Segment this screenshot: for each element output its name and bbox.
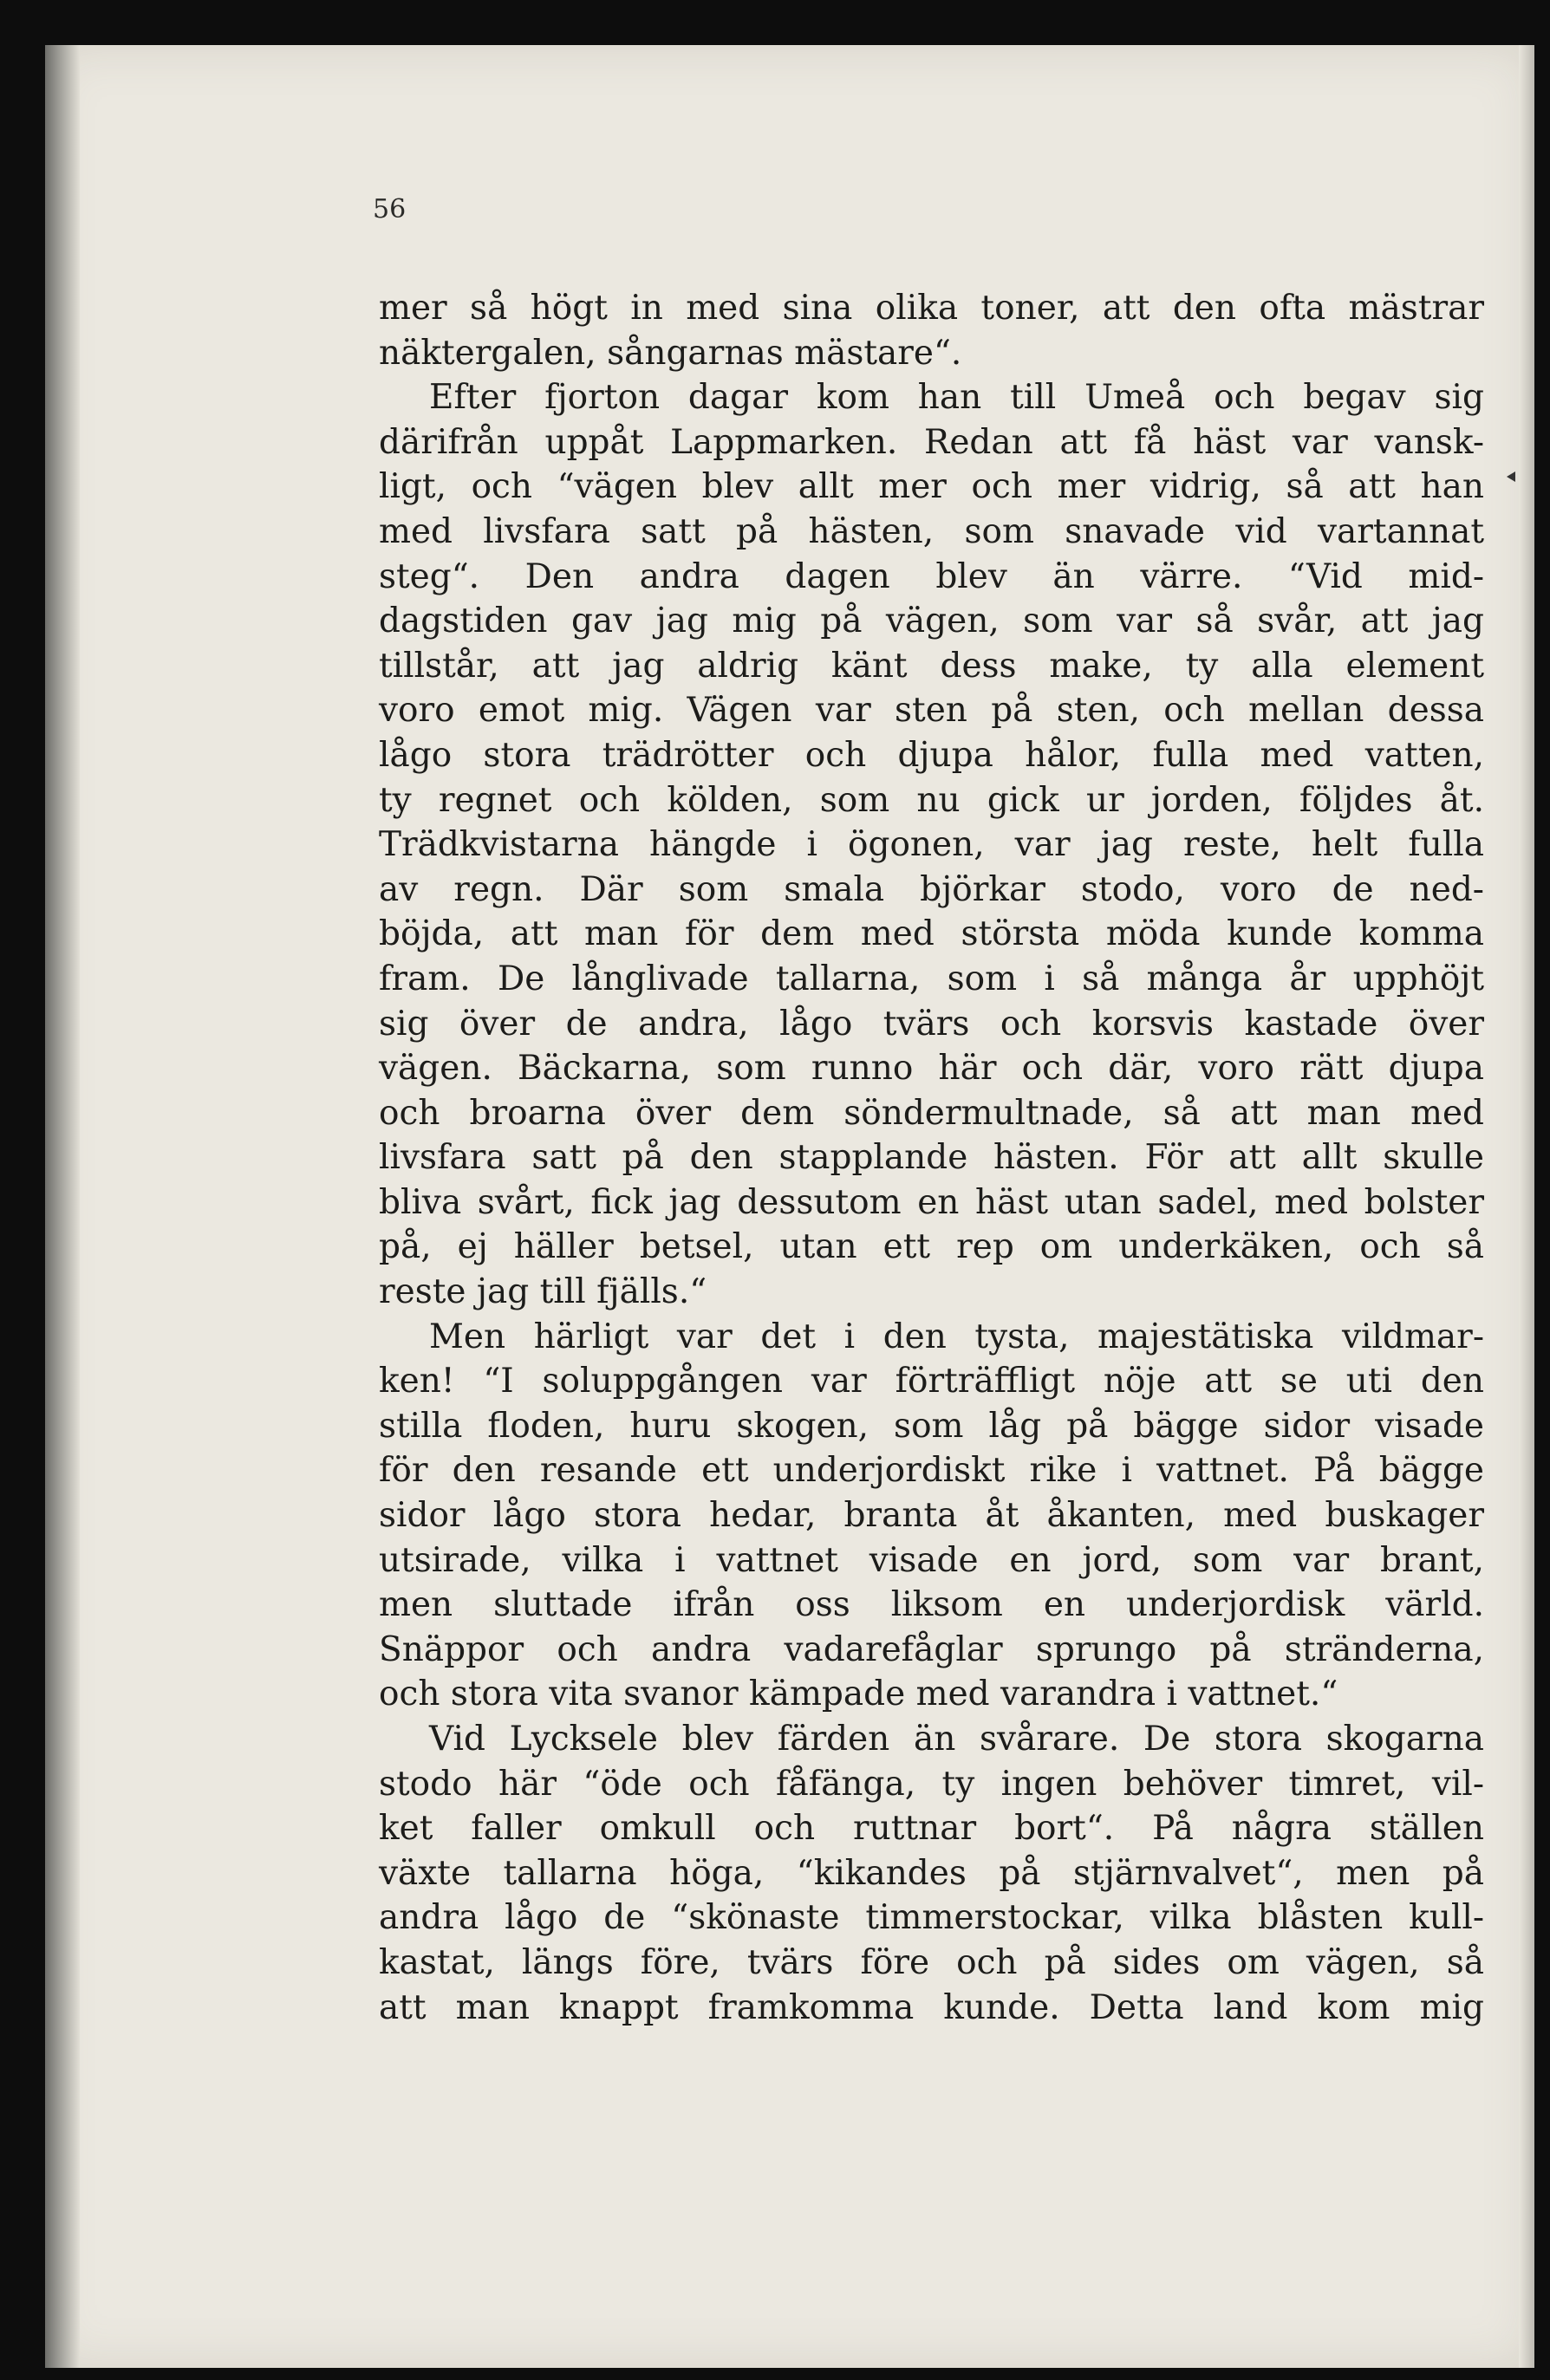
text-line: mer så högt in med sina olika toner, att den ofta mästrar: [379, 289, 1484, 328]
text-line: Snäppor och andra vadarefåglar sprungo på stränderna,: [379, 1629, 1484, 1669]
text-line: och stora vita svanor kämpade med varandra i vattnet.“: [379, 1674, 1338, 1714]
text-line: och broarna över dem söndermultnade, så att man med: [379, 1093, 1484, 1133]
body-text: [379, 286, 1484, 2030]
text-line: men sluttade ifrån oss liksom en underjordisk värld.: [379, 1585, 1484, 1625]
text-line: livsfara satt på den stapplande hästen. För att allt skulle: [379, 1138, 1484, 1178]
text-line: Men härligt var det i den tysta, majestätiska vildmar-: [429, 1317, 1484, 1356]
text-line: böjda, att man för dem med största möda kunde komma: [379, 914, 1484, 954]
text-line: voro emot mig. Vägen var sten på sten, och mellan dessa: [379, 691, 1484, 731]
text-line: dagstiden gav jag mig på vägen, som var så svår, att jag: [379, 602, 1484, 641]
text-line: Efter fjorton dagar kom han till Umeå och begav sig: [429, 378, 1484, 418]
text-line: stilla floden, huru skogen, som låg på bägge sidor visade: [379, 1406, 1484, 1446]
text-line: Trädkvistarna hängde i ögonen, var jag reste, helt fulla: [379, 825, 1484, 865]
text-line: bliva svårt, fick jag dessutom en häst utan sadel, med bolster: [379, 1182, 1484, 1222]
text-line: näktergalen, sångarnas mästare“.: [379, 333, 962, 373]
text-line: ligt, och “vägen blev allt mer och mer vidrig, så att han: [379, 467, 1484, 507]
text-line: sig över de andra, lågo tvärs och korsvis kastade över: [379, 1004, 1484, 1044]
text-line: utsirade, vilka i vattnet visade en jord, som var brant,: [379, 1540, 1484, 1580]
text-line: av regn. Där som smala björkar stodo, voro de ned-: [379, 869, 1484, 909]
text-line: på, ej häller betsel, utan ett rep om underkäken, och så: [379, 1227, 1484, 1267]
text-line: kastat, längs före, tvärs före och på sides om vägen, så: [379, 1942, 1484, 1982]
text-line: fram. De långlivade tallarna, som i så många år upphöjt: [379, 959, 1484, 998]
text-line: att man knappt framkomma kunde. Detta land kom mig: [379, 1987, 1484, 2027]
text-line: steg“. Den andra dagen blev än värre. “Vid mid-: [379, 556, 1484, 596]
text-line: för den resande ett underjordiskt rike i vattnet. På bägge: [379, 1451, 1484, 1491]
text-line: vägen. Bäckarna, som runno här och där, voro rätt djupa: [379, 1049, 1484, 1089]
text-line: sidor lågo stora hedar, branta åt åkanten, med buskager: [379, 1496, 1484, 1536]
text-line: med livsfara satt på hästen, som snavade vid vartannat: [379, 511, 1484, 551]
margin-mark-icon: [1507, 471, 1515, 482]
book-page: [45, 45, 1534, 2368]
text-line: ty regnet och kölden, som nu gick ur jorden, följdes åt.: [379, 780, 1484, 820]
text-line: Vid Lycksele blev färden än svårare. De stora skogarna: [429, 1720, 1484, 1759]
text-line: andra lågo de “skönaste timmerstockar, vilka blåsten kull-: [379, 1898, 1484, 1938]
text-line: ken! “I soluppgången var förträffligt nöje att se uti den: [379, 1362, 1484, 1401]
text-line: stodo här “öde och fåfänga, ty ingen behöver timret, vil-: [379, 1764, 1484, 1804]
text-line: därifrån uppåt Lappmarken. Redan att få häst var vansk-: [379, 422, 1484, 462]
page-number: 56: [373, 194, 407, 224]
text-line: växte tallarna höga, “kikandes på stjärnvalvet“, men på: [379, 1853, 1484, 1893]
text-line: tillstår, att jag aldrig känt dess make, ty alla element: [379, 646, 1484, 686]
text-line: reste jag till fjälls.“: [379, 1272, 707, 1312]
text-line: ket faller omkull och ruttnar bort“. På några ställen: [379, 1809, 1484, 1849]
text-line: lågo stora trädrötter och djupa hålor, fulla med vatten,: [379, 735, 1484, 775]
